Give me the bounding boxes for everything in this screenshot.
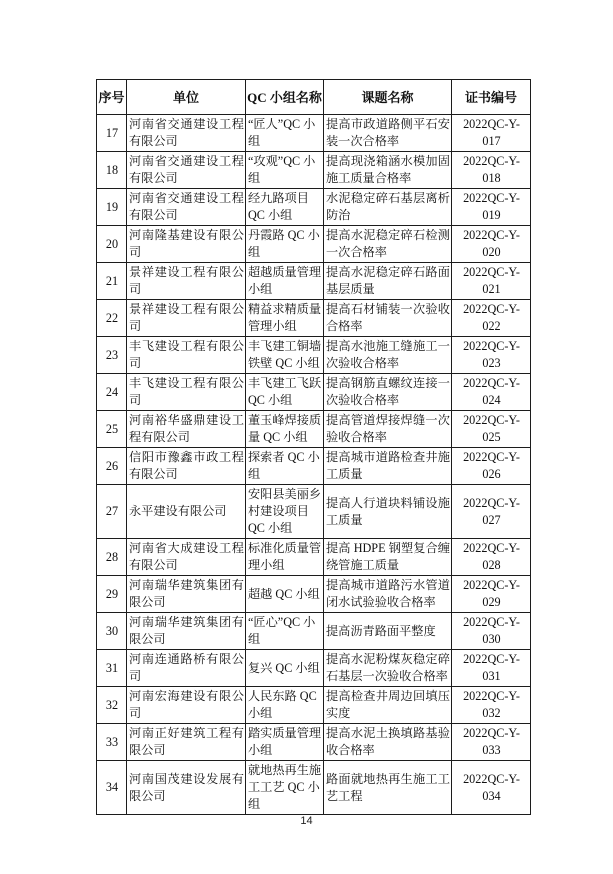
- cell-topic: 提高水泥土换填路基验收合格率: [324, 724, 452, 761]
- cell-topic: 提高检查井周边回填压实度: [324, 687, 452, 724]
- table-row: [97, 724, 531, 761]
- table-row: [97, 226, 531, 263]
- cell-seq: 23: [97, 337, 127, 374]
- cell-unit: 河南省大成建设工程有限公司: [127, 539, 246, 576]
- table-row: [97, 152, 531, 189]
- cell-certificate: 2022QC-Y-032: [452, 687, 531, 724]
- cell-seq: 24: [97, 374, 127, 411]
- table-row: [97, 448, 531, 485]
- cell-qc-group: 探索者 QC 小组: [246, 448, 324, 485]
- cell-unit: 河南连通路桥有限公司: [127, 650, 246, 687]
- cell-seq: 20: [97, 226, 127, 263]
- cell-seq: 19: [97, 189, 127, 226]
- cell-certificate: 2022QC-Y-023: [452, 337, 531, 374]
- cell-unit: 河南瑞华建筑集团有限公司: [127, 613, 246, 650]
- header-seq: 序号: [97, 80, 127, 115]
- table-row: [97, 300, 531, 337]
- cell-unit: 河南裕华盛鼎建设工程有限公司: [127, 411, 246, 448]
- cell-seq: 28: [97, 539, 127, 576]
- cell-certificate: 2022QC-Y-018: [452, 152, 531, 189]
- table-row: [97, 761, 531, 815]
- table-row: [97, 337, 531, 374]
- table-row: [97, 189, 531, 226]
- cell-unit: 河南省交通建设工程有限公司: [127, 115, 246, 152]
- cell-seq: 30: [97, 613, 127, 650]
- cell-certificate: 2022QC-Y-031: [452, 650, 531, 687]
- table-row: [97, 263, 531, 300]
- cell-topic: 水泥稳定碎石基层离析防治: [324, 189, 452, 226]
- cell-certificate: 2022QC-Y-034: [452, 761, 531, 815]
- cell-seq: 18: [97, 152, 127, 189]
- cell-topic: 提高城市道路污水管道闭水试验验收合格率: [324, 576, 452, 613]
- cell-certificate: 2022QC-Y-019: [452, 189, 531, 226]
- cell-seq: 29: [97, 576, 127, 613]
- table-row: [97, 613, 531, 650]
- cell-topic: 提高水泥粉煤灰稳定碎石基层一次验收合格率: [324, 650, 452, 687]
- cell-qc-group: 复兴 QC 小组: [246, 650, 324, 687]
- cell-seq: 22: [97, 300, 127, 337]
- cell-certificate: 2022QC-Y-025: [452, 411, 531, 448]
- cell-certificate: 2022QC-Y-022: [452, 300, 531, 337]
- table-row: [97, 687, 531, 724]
- cell-topic: 提高人行道块料铺设施工质量: [324, 485, 452, 539]
- cell-qc-group: 丹霞路 QC 小组: [246, 226, 324, 263]
- table-row: [97, 576, 531, 613]
- header-certificate: 证书编号: [452, 80, 531, 115]
- cell-topic: 提高水泥稳定碎石检测一次合格率: [324, 226, 452, 263]
- cell-qc-group: 董玉峰焊接质量 QC 小组: [246, 411, 324, 448]
- cell-topic: 提高沥青路面平整度: [324, 613, 452, 650]
- cell-certificate: 2022QC-Y-021: [452, 263, 531, 300]
- cell-seq: 27: [97, 485, 127, 539]
- cell-qc-group: 踏实质量管理小组: [246, 724, 324, 761]
- header-unit: 单位: [127, 80, 246, 115]
- cell-unit: 丰飞建设工程有限公司: [127, 337, 246, 374]
- cell-certificate: 2022QC-Y-029: [452, 576, 531, 613]
- cell-unit: 河南正好建筑工程有限公司: [127, 724, 246, 761]
- cell-topic: 提高水池施工缝施工一次验收合格率: [324, 337, 452, 374]
- cell-qc-group: “攻观”QC 小组: [246, 152, 324, 189]
- header-qc-group: QC 小组名称: [246, 80, 324, 115]
- cell-topic: 提高城市道路检查井施工质量: [324, 448, 452, 485]
- cell-qc-group: “匠人”QC 小组: [246, 115, 324, 152]
- cell-unit: 河南宏海建设有限公司: [127, 687, 246, 724]
- cell-certificate: 2022QC-Y-027: [452, 485, 531, 539]
- cell-certificate: 2022QC-Y-033: [452, 724, 531, 761]
- cell-seq: 26: [97, 448, 127, 485]
- cell-certificate: 2022QC-Y-017: [452, 115, 531, 152]
- cell-unit: 河南省交通建设工程有限公司: [127, 189, 246, 226]
- cell-qc-group: 就地热再生施工工艺 QC 小组: [246, 761, 324, 815]
- cell-qc-group: 安阳县美丽乡村建设项目 QC 小组: [246, 485, 324, 539]
- cell-unit: 河南隆基建设有限公司: [127, 226, 246, 263]
- cell-unit: 景祥建设工程有限公司: [127, 300, 246, 337]
- cell-seq: 34: [97, 761, 127, 815]
- cell-qc-group: 人民东路 QC 小组: [246, 687, 324, 724]
- cell-unit: 河南瑞华建筑集团有限公司: [127, 576, 246, 613]
- table-header-row: [97, 80, 531, 115]
- cell-seq: 33: [97, 724, 127, 761]
- cell-topic: 提高石材铺装一次验收合格率: [324, 300, 452, 337]
- table-row: [97, 650, 531, 687]
- cell-unit: 信阳市豫鑫市政工程有限公司: [127, 448, 246, 485]
- cell-unit: 丰飞建设工程有限公司: [127, 374, 246, 411]
- cell-qc-group: 超越质量管理小组: [246, 263, 324, 300]
- cell-topic: 提高钢筋直螺纹连接一次验收合格率: [324, 374, 452, 411]
- cell-certificate: 2022QC-Y-030: [452, 613, 531, 650]
- cell-topic: 提高现浇箱涵水模加固施工质量合格率: [324, 152, 452, 189]
- cell-qc-group: “匠心”QC 小组: [246, 613, 324, 650]
- cell-qc-group: 经九路项目 QC 小组: [246, 189, 324, 226]
- cell-certificate: 2022QC-Y-020: [452, 226, 531, 263]
- page-number: 14: [300, 815, 313, 827]
- cell-topic: 提高水泥稳定碎石路面基层质量: [324, 263, 452, 300]
- cell-seq: 32: [97, 687, 127, 724]
- qc-award-table: [96, 79, 531, 815]
- cell-unit: 景祥建设工程有限公司: [127, 263, 246, 300]
- table-row: [97, 539, 531, 576]
- cell-unit: 永平建设有限公司: [127, 485, 246, 539]
- cell-certificate: 2022QC-Y-024: [452, 374, 531, 411]
- cell-qc-group: 丰飞建工飞跃 QC 小组: [246, 374, 324, 411]
- cell-topic: 提高市政道路侧平石安装一次合格率: [324, 115, 452, 152]
- cell-certificate: 2022QC-Y-026: [452, 448, 531, 485]
- cell-seq: 31: [97, 650, 127, 687]
- cell-topic: 提高管道焊接焊缝一次验收合格率: [324, 411, 452, 448]
- cell-unit: 河南省交通建设工程有限公司: [127, 152, 246, 189]
- table-row: [97, 374, 531, 411]
- cell-topic: 提高 HDPE 钢塑复合缠绕管施工质量: [324, 539, 452, 576]
- cell-seq: 21: [97, 263, 127, 300]
- cell-qc-group: 精益求精质量管理小组: [246, 300, 324, 337]
- table-row: [97, 115, 531, 152]
- cell-qc-group: 标准化质量管理小组: [246, 539, 324, 576]
- cell-seq: 17: [97, 115, 127, 152]
- cell-seq: 25: [97, 411, 127, 448]
- header-topic: 课题名称: [324, 80, 452, 115]
- table-row: [97, 411, 531, 448]
- cell-unit: 河南国茂建设发展有限公司: [127, 761, 246, 815]
- cell-qc-group: 丰飞建工铜墙铁壁 QC 小组: [246, 337, 324, 374]
- table-row: [97, 485, 531, 539]
- cell-topic: 路面就地热再生施工工艺工程: [324, 761, 452, 815]
- cell-qc-group: 超越 QC 小组: [246, 576, 324, 613]
- cell-certificate: 2022QC-Y-028: [452, 539, 531, 576]
